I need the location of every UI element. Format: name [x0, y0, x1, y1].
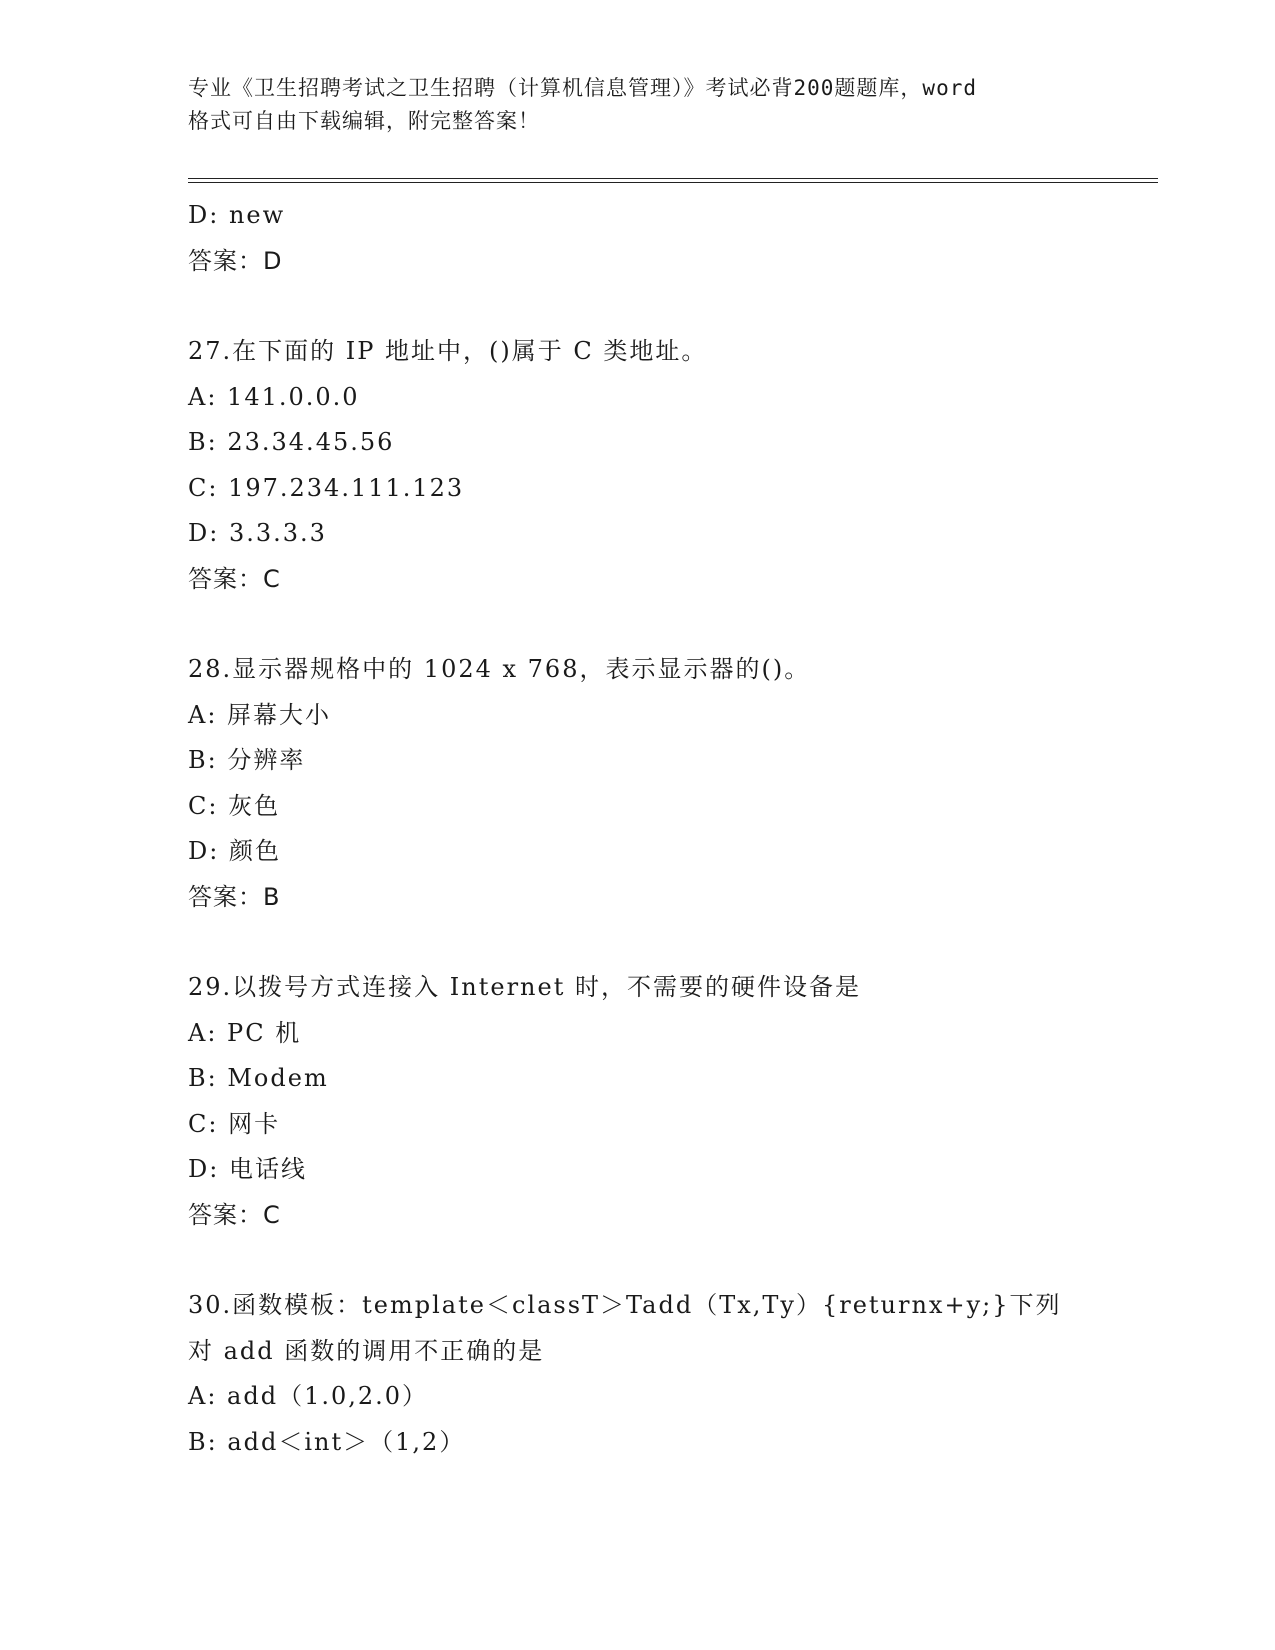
header-line-2: 格式可自由下载编辑，附完整答案！ — [188, 109, 540, 133]
document-header — [188, 72, 1088, 138]
option-c: C: 网卡 — [188, 1109, 281, 1138]
answer-line: 答案：C — [188, 1200, 281, 1229]
header-double-rule — [188, 178, 1158, 183]
question-content — [188, 193, 1158, 1465]
question-27 — [188, 329, 1158, 602]
option-d: D: 颜色 — [188, 837, 281, 865]
question-stem-continued: 对 add 函数的调用不正确的是 — [188, 1336, 545, 1365]
option-b: B: 分辨率 — [188, 746, 306, 774]
option-b: B: Modem — [188, 1064, 329, 1092]
answer-line: 答案：D — [188, 246, 283, 275]
option-a: A: PC 机 — [188, 1018, 302, 1047]
option-b: B: add＜int＞（1,2） — [188, 1427, 466, 1456]
option-a: A: add（1.0,2.0） — [188, 1382, 429, 1410]
question-28 — [188, 647, 1158, 920]
option-d: D: new — [188, 201, 286, 229]
option-b: B: 23.34.45.56 — [188, 428, 395, 456]
answer-line: 答案：C — [188, 564, 281, 593]
document-page — [188, 72, 1158, 1465]
option-c: C: 灰色 — [188, 791, 281, 820]
option-d: D: 3.3.3.3 — [188, 519, 327, 547]
question-29 — [188, 965, 1158, 1238]
question-stem: 30.函数模板：template＜classT＞Tadd（Tx,Ty）{returnx+y;}下列 — [188, 1291, 1062, 1319]
question-stem: 27.在下面的 IP 地址中，()属于 C 类地址。 — [188, 337, 708, 365]
option-a: A: 141.0.0.0 — [188, 382, 360, 411]
question-stem: 29.以拨号方式连接入 Internet 时，不需要的硬件设备是 — [188, 973, 861, 1001]
answer-line: 答案：B — [188, 882, 281, 911]
question-stem: 28.显示器规格中的 1024 x 768，表示显示器的()。 — [188, 655, 811, 683]
option-a: A: 屏幕大小 — [188, 700, 332, 729]
header-line-1: 专业《卫生招聘考试之卫生招聘（计算机信息管理）》考试必背200题题库，word — [188, 76, 977, 100]
question-30 — [188, 1283, 1158, 1465]
option-c: C: 197.234.111.123 — [188, 473, 465, 502]
option-d: D: 电话线 — [188, 1155, 307, 1183]
